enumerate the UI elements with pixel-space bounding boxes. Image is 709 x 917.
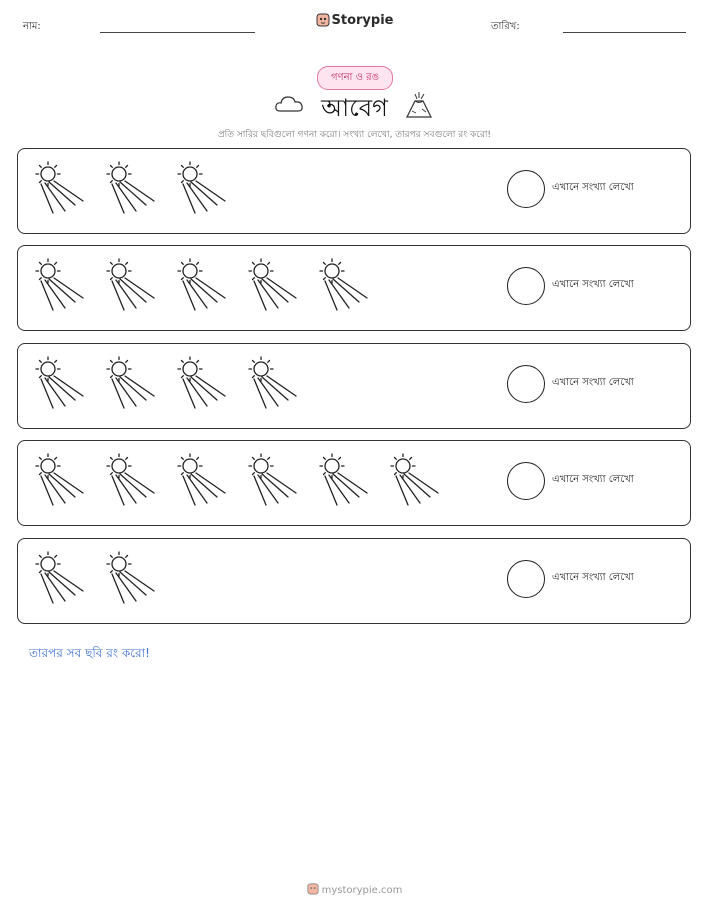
sun-rays-icon — [244, 354, 302, 412]
sun-rays-icon — [31, 549, 89, 607]
date-label: তারিখ: — [491, 21, 520, 32]
category-tag: গণনা ও রঙ — [317, 66, 393, 90]
count-row — [17, 538, 691, 624]
answer-circle[interactable] — [507, 170, 545, 208]
sun-rays-icon — [173, 354, 231, 412]
sun-rays-icon — [244, 451, 302, 509]
sun-rays-icon — [102, 256, 160, 314]
sun-rays-icon — [102, 549, 160, 607]
sun-rays-icon — [31, 159, 89, 217]
count-row — [17, 148, 691, 234]
answer-label: এখানে সংখ্যা লেখো — [552, 474, 634, 485]
sun-rays-icon — [31, 451, 89, 509]
brand — [0, 12, 709, 28]
page-title: আবেগ — [321, 94, 388, 122]
answer-label: এখানে সংখ্যা লেখো — [552, 572, 634, 583]
storypie-logo-icon — [307, 882, 319, 895]
answer-circle[interactable] — [507, 560, 545, 598]
color-all-note: তারপর সব ছবি রং করো! — [29, 646, 150, 660]
sun-rays-icon — [102, 451, 160, 509]
sun-rays-icon — [173, 451, 231, 509]
name-label: নাম: — [23, 21, 41, 32]
sun-rays-icon — [31, 256, 89, 314]
storypie-logo-icon — [316, 12, 330, 27]
answer-circle[interactable] — [507, 267, 545, 305]
sun-rays-icon — [102, 159, 160, 217]
site-footer — [0, 882, 709, 896]
brand-name: Storypie — [331, 13, 394, 28]
answer-circle[interactable] — [507, 365, 545, 403]
sun-rays-icon — [315, 451, 373, 509]
sun-rays-icon — [102, 354, 160, 412]
name-line[interactable] — [100, 32, 255, 33]
sun-rays-icon — [173, 159, 231, 217]
answer-label: এখানে সংখ্যা লেখো — [552, 377, 634, 388]
answer-label: এখানে সংখ্যা লেখো — [552, 182, 634, 193]
answer-label: এখানে সংখ্যা লেখো — [552, 279, 634, 290]
sun-rays-icon — [315, 256, 373, 314]
count-row — [17, 245, 691, 331]
count-row — [17, 343, 691, 429]
date-line[interactable] — [563, 32, 686, 33]
site-url: mystorypie.com — [321, 885, 403, 896]
answer-circle[interactable] — [507, 462, 545, 500]
sun-rays-icon — [31, 354, 89, 412]
count-row — [17, 440, 691, 526]
instructions: প্রতি সারির ছবিগুলো গণনা করো। সংখ্যা লেখো, তারপর সবগুলো রং করো! — [217, 130, 492, 140]
volcano-icon — [404, 91, 434, 119]
sun-rays-icon — [386, 451, 444, 509]
sun-rays-icon — [244, 256, 302, 314]
sun-rays-icon — [173, 256, 231, 314]
